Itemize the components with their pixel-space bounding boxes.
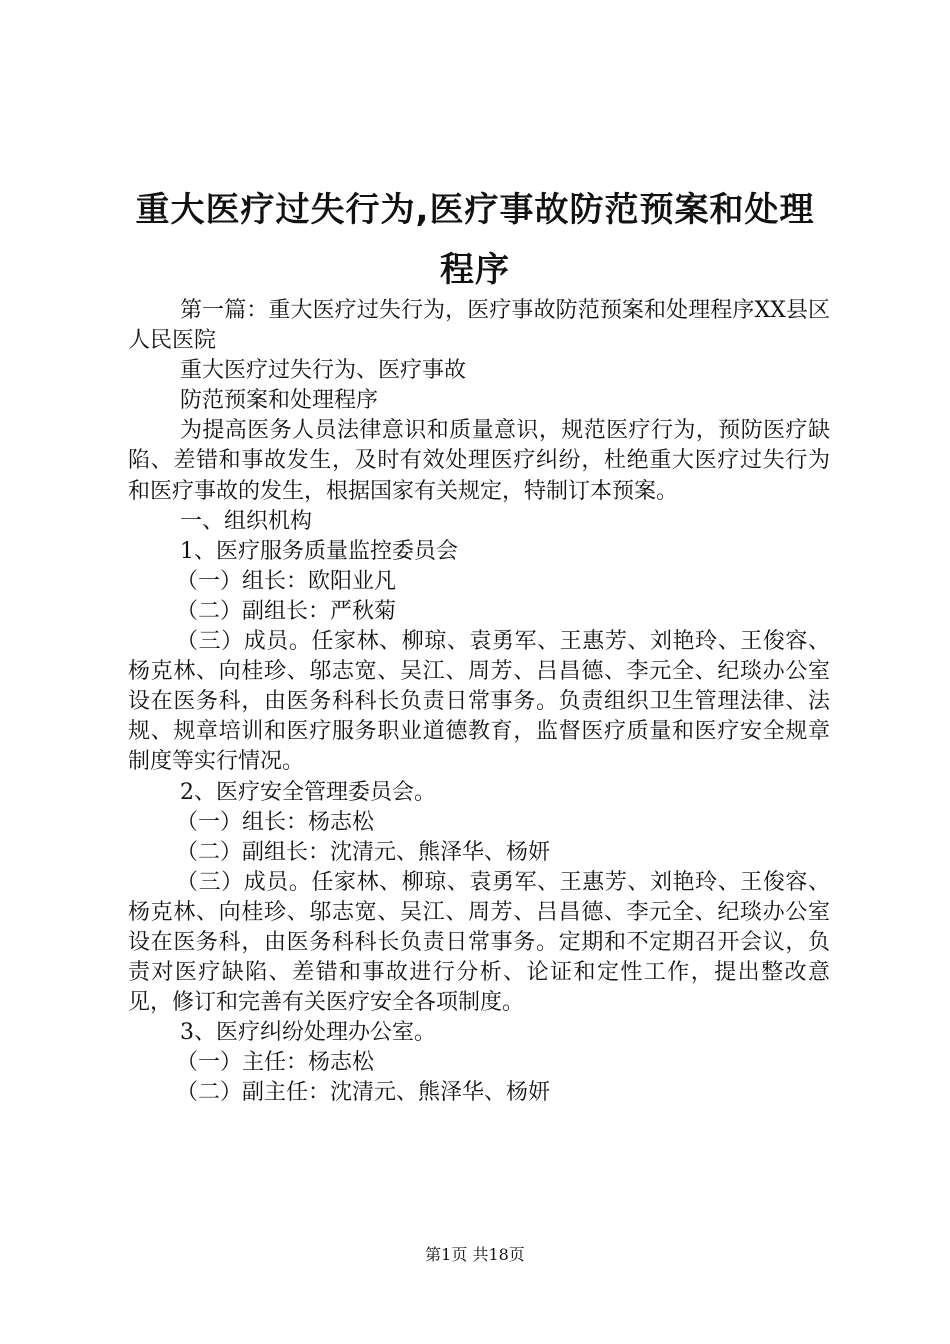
list-item: （一）组长：杨志松 [176, 809, 375, 835]
paragraph: 防范预案和处理程序 [180, 388, 379, 414]
list-item: （三）成员。任家林、柳琼、袁勇军、王惠芳、刘艳玲、王俊容、杨克林、向桂珍、邬志宽、吴江、周芳、吕昌德、李元全、纪琰办公室设在医务科，由医务科科长负责日常事务。定期和不定期召开会议，负责对医疗缺陷、差错和事故进行分析、论证和定性工作，提出整改意见，修订和完善有关医疗安全各项制度。 [128, 869, 830, 1016]
subsection-heading: 2、医疗安全管理委员会。 [180, 779, 436, 805]
list-item: （二）副主任：沈清元、熊泽华、杨妍 [176, 1080, 551, 1106]
paragraph: 为提高医务人员法律意识和质量意识，规范医疗行为，预防医疗缺陷、差错和事故发生，及时有效处理医疗纠纷，杜绝重大医疗过失行为和医疗事故的发生，根据国家有关规定，特制订本预案。 [128, 418, 830, 504]
list-item: （二）副组长：沈清元、熊泽华、杨妍 [176, 839, 551, 865]
subsection-heading: 1、医疗服务质量监控委员会 [180, 538, 458, 564]
paragraph: 重大医疗过失行为、医疗事故 [180, 358, 467, 384]
list-item: （三）成员。任家林、柳琼、袁勇军、王惠芳、刘艳玲、王俊容、杨克林、向桂珍、邬志宽、吴江、周芳、吕昌德、李元全、纪琰办公室设在医务科，由医务科科长负责日常事务。负责组织卫生管理法律、法规、规章培训和医疗服务职业道德教育，监督医疗质量和医疗安全规章制度等实行情况。 [128, 629, 830, 775]
document-title-line-2: 程序 [440, 250, 510, 290]
section-heading: 一、组织机构 [180, 508, 313, 534]
list-item: （一）组长：欧阳业凡 [176, 568, 397, 594]
list-item: （一）主任：杨志松 [176, 1050, 375, 1076]
document-title-line-1: 重大医疗过失行为,医疗事故防范预案和处理 [135, 190, 815, 230]
subsection-heading: 3、医疗纠纷处理办公室。 [180, 1020, 436, 1046]
list-item: （二）副组长：严秋菊 [176, 598, 397, 624]
document-body [128, 296, 830, 1109]
page-footer: 第1页 共18页 [425, 1245, 525, 1264]
paragraph: 第一篇：重大医疗过失行为，医疗事故防范预案和处理程序XX县区人民医院 [128, 298, 830, 354]
